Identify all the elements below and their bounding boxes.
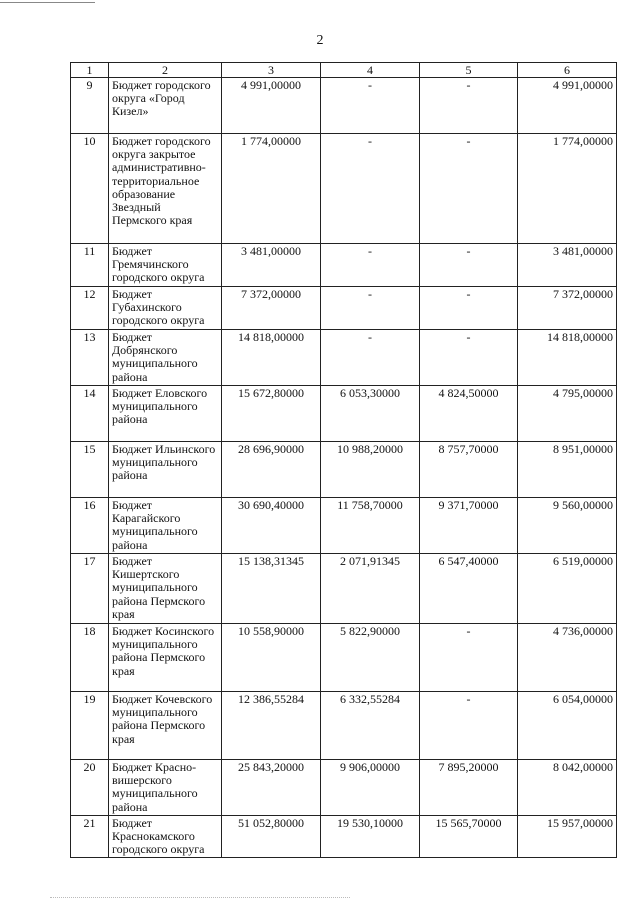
row-number: 11	[71, 244, 109, 287]
column-3-value: 14 818,00000	[222, 330, 321, 386]
column-4-value: -	[321, 134, 420, 244]
table-header-row	[71, 63, 617, 78]
budget-name: Бюджет городского округа закрытое административно-территориальное образование Звездный Пермского края	[109, 134, 222, 244]
budget-name: Бюджет Краснокамского городского округа	[109, 816, 222, 858]
column-3-value: 30 690,40000	[222, 498, 321, 554]
column-4-value: 9 906,00000	[321, 760, 420, 816]
column-3-value: 51 052,80000	[222, 816, 321, 858]
budget-name: Бюджет Добрянского муниципального района	[109, 330, 222, 386]
table-row	[71, 624, 617, 692]
column-4-value: 11 758,70000	[321, 498, 420, 554]
row-number: 12	[71, 287, 109, 330]
row-number: 19	[71, 692, 109, 760]
row-number: 17	[71, 554, 109, 624]
column-5-value: 7 895,20000	[420, 760, 518, 816]
column-6-value: 4 795,00000	[518, 386, 617, 442]
row-number: 10	[71, 134, 109, 244]
column-4-value: -	[321, 78, 420, 134]
row-number: 18	[71, 624, 109, 692]
row-number: 15	[71, 442, 109, 498]
column-5-value: 8 757,70000	[420, 442, 518, 498]
column-5-value: -	[420, 624, 518, 692]
column-4-value: 5 822,90000	[321, 624, 420, 692]
page-number: 2	[316, 33, 324, 48]
column-6-value: 4 991,00000	[518, 78, 617, 134]
column-3-value: 1 774,00000	[222, 134, 321, 244]
column-5-value: -	[420, 134, 518, 244]
column-header: 2	[109, 63, 222, 78]
column-4-value: -	[321, 287, 420, 330]
column-4-value: 6 332,55284	[321, 692, 420, 760]
column-3-value: 25 843,20000	[222, 760, 321, 816]
table-row	[71, 330, 617, 386]
budget-name: Бюджет Карагайского муниципального района	[109, 498, 222, 554]
row-number: 14	[71, 386, 109, 442]
column-5-value: 9 371,70000	[420, 498, 518, 554]
table-row	[71, 442, 617, 498]
column-3-value: 3 481,00000	[222, 244, 321, 287]
column-6-value: 15 957,00000	[518, 816, 617, 858]
budget-name: Бюджет Еловского муниципального района	[109, 386, 222, 442]
scan-artifact-line	[50, 897, 350, 898]
column-5-value: 15 565,70000	[420, 816, 518, 858]
column-3-value: 12 386,55284	[222, 692, 321, 760]
budget-name: Бюджет Кочевского муниципального района Пермского края	[109, 692, 222, 760]
row-number: 20	[71, 760, 109, 816]
column-header: 5	[420, 63, 518, 78]
column-5-value: -	[420, 78, 518, 134]
column-5-value: 6 547,40000	[420, 554, 518, 624]
table-row	[71, 78, 617, 134]
column-3-value: 15 672,80000	[222, 386, 321, 442]
budget-name: Бюджет городского округа «Город Кизел»	[109, 78, 222, 134]
column-4-value: -	[321, 244, 420, 287]
column-header: 3	[222, 63, 321, 78]
row-number: 16	[71, 498, 109, 554]
table-row	[71, 134, 617, 244]
table-row	[71, 386, 617, 442]
column-4-value: 19 530,10000	[321, 816, 420, 858]
column-6-value: 1 774,00000	[518, 134, 617, 244]
column-6-value: 3 481,00000	[518, 244, 617, 287]
table-row	[71, 554, 617, 624]
column-3-value: 10 558,90000	[222, 624, 321, 692]
row-number: 13	[71, 330, 109, 386]
column-4-value: -	[321, 330, 420, 386]
table-row	[71, 244, 617, 287]
column-3-value: 15 138,31345	[222, 554, 321, 624]
column-4-value: 10 988,20000	[321, 442, 420, 498]
budget-name: Бюджет Кишертского муниципального района Пермского края	[109, 554, 222, 624]
budget-name: Бюджет Косинского муниципального района Пермского края	[109, 624, 222, 692]
budget-name: Бюджет Красно-вишерского муниципального района	[109, 760, 222, 816]
table-row	[71, 816, 617, 858]
column-5-value: 4 824,50000	[420, 386, 518, 442]
column-4-value: 2 071,91345	[321, 554, 420, 624]
table-row	[71, 692, 617, 760]
column-6-value: 4 736,00000	[518, 624, 617, 692]
column-5-value: -	[420, 330, 518, 386]
table-row	[71, 760, 617, 816]
row-number: 9	[71, 78, 109, 134]
column-3-value: 28 696,90000	[222, 442, 321, 498]
column-header: 4	[321, 63, 420, 78]
header-rule	[0, 2, 95, 3]
row-number: 21	[71, 816, 109, 858]
budget-table	[70, 62, 617, 858]
table-row	[71, 498, 617, 554]
column-6-value: 7 372,00000	[518, 287, 617, 330]
column-header: 6	[518, 63, 617, 78]
column-6-value: 8 951,00000	[518, 442, 617, 498]
column-header: 1	[71, 63, 109, 78]
column-6-value: 6 054,00000	[518, 692, 617, 760]
budget-name: Бюджет Гремячинского городского округа	[109, 244, 222, 287]
column-4-value: 6 053,30000	[321, 386, 420, 442]
column-5-value: -	[420, 692, 518, 760]
budget-name: Бюджет Ильинского муниципального района	[109, 442, 222, 498]
table-row	[71, 287, 617, 330]
column-6-value: 9 560,00000	[518, 498, 617, 554]
column-6-value: 8 042,00000	[518, 760, 617, 816]
column-5-value: -	[420, 287, 518, 330]
column-6-value: 6 519,00000	[518, 554, 617, 624]
column-6-value: 14 818,00000	[518, 330, 617, 386]
column-3-value: 4 991,00000	[222, 78, 321, 134]
budget-name: Бюджет Губахинского городского округа	[109, 287, 222, 330]
column-3-value: 7 372,00000	[222, 287, 321, 330]
column-5-value: -	[420, 244, 518, 287]
